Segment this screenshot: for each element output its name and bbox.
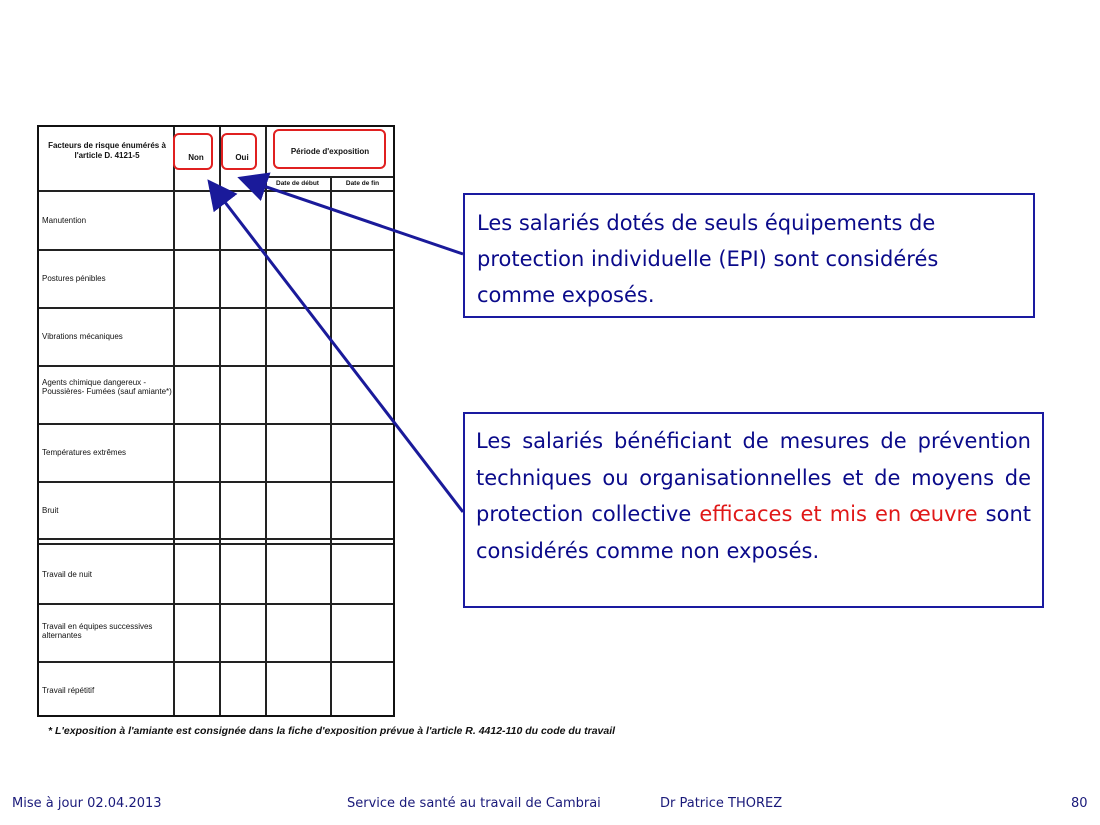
row-label: Vibrations mécaniques bbox=[42, 332, 123, 341]
row-label: Postures pénibles bbox=[42, 274, 106, 283]
row-label: Agents chimique dangereux - Poussières- Fumées (sauf amiante*) bbox=[42, 378, 172, 396]
header-non: Non bbox=[188, 153, 204, 162]
callout-non-exposed-text: Les salariés bénéficiant de mesures de prévention techniques ou organisationnelles et de moyens de protection collective bbox=[476, 429, 1031, 526]
header-risk-factors: Facteurs de risque énumérés à l'article D. 4121-5 bbox=[48, 141, 166, 160]
header-start-date: Date de début bbox=[276, 180, 319, 187]
callout-non-exposed bbox=[463, 412, 1044, 608]
header-oui: Oui bbox=[235, 153, 249, 162]
callout-epi-text: Les salariés dotés de seuls équipements de protection individuelle (EPI) sont considérés comme exposés. bbox=[477, 211, 939, 307]
footer-author: Dr Patrice THOREZ bbox=[660, 796, 783, 811]
form-footnote: * L'exposition à l'amiante est consignée dans la fiche d'exposition prévue à l'article R. 4412-110 du code du travail bbox=[48, 725, 616, 737]
header-exposure-period: Période d'exposition bbox=[290, 147, 370, 156]
footer-page-number: 80 bbox=[1071, 796, 1088, 811]
arrow-to-oui bbox=[243, 179, 463, 254]
row-label: Travail répétitif bbox=[42, 686, 95, 695]
row-label: Manutention bbox=[42, 216, 87, 225]
header-end-date: Date de fin bbox=[345, 180, 380, 187]
footer-service: Service de santé au travail de Cambrai bbox=[347, 796, 601, 811]
callout-highlight-text: efficaces et mis en œuvre bbox=[699, 502, 978, 526]
callout-non-exposed-end: sont considérés comme non exposés. bbox=[476, 502, 1032, 563]
callout-epi-exposed bbox=[463, 193, 1035, 318]
footer-update-date: Mise à jour 02.04.2013 bbox=[12, 796, 162, 811]
row-label: Travail en équipes successives alternantes bbox=[42, 622, 153, 640]
row-label: Bruit bbox=[42, 506, 59, 515]
arrow-to-non bbox=[211, 184, 463, 512]
row-label: Travail de nuit bbox=[42, 570, 92, 579]
row-label: Températures extrêmes bbox=[42, 448, 127, 457]
